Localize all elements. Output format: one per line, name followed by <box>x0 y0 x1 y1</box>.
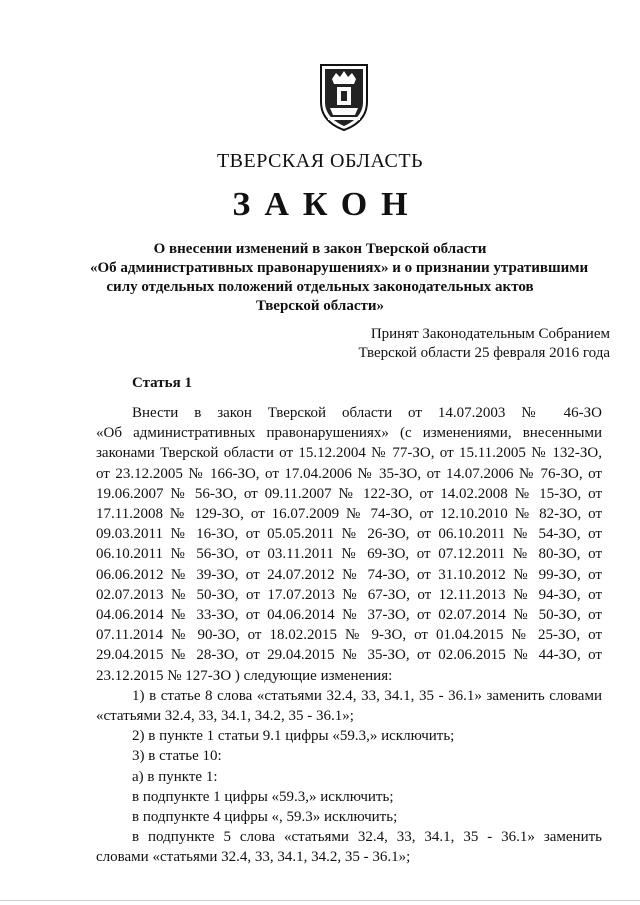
region-name: ТВЕРСКАЯ ОБЛАСТЬ <box>216 150 424 172</box>
article-line: в подпункте 1 цифры «59.3,» исключить; <box>132 788 394 805</box>
article-body <box>96 403 602 868</box>
article-line: «статьями 32.4, 33, 34.1, 34.2, 35 - 36.1»; <box>96 708 354 725</box>
article-line: 09.03.2011 № 16-ЗО, от 05.05.2011 № 26-ЗО, от 06.10.2011 № 54-ЗО, от <box>96 526 602 543</box>
subject-line: «Об административных правонарушениях» и о признании утратившими <box>90 260 589 276</box>
article-line: Внести в закон Тверской области от 14.07.2003 № 46-ЗО <box>132 405 602 421</box>
article-line: 07.11.2014 № 90-ЗО, от 18.02.2015 № 9-ЗО, от 01.04.2015 № 25-ЗО, от <box>96 627 602 644</box>
article-line: 23.12.2015 № 127-ЗО ) следующие изменения: <box>96 667 393 684</box>
article-line: 04.06.2014 № 33-ЗО, от 04.06.2014 № 37-ЗО, от 02.07.2014 № 50-ЗО, от <box>96 607 602 624</box>
article-line: законами Тверской области от 15.12.2004 № 77-ЗО, от 15.11.2005 № 132-ЗО, <box>96 445 602 462</box>
article-line: 19.06.2007 № 56-ЗО, от 09.11.2007 № 122-ЗО, от 14.02.2008 № 15-ЗО, от <box>96 485 602 502</box>
article-line: от 23.12.2005 № 166-ЗО, от 17.04.2006 № 35-ЗО, от 14.07.2006 № 76-ЗО, от <box>96 465 602 482</box>
article-line: 2) в пункте 1 статьи 9.1 цифры «59.3,» исключить; <box>132 728 455 745</box>
article-line: в подпункте 4 цифры «, 59.3» исключить; <box>132 809 398 826</box>
article-line: «Об административных правонарушениях» (с изменениями, внесенными <box>96 425 602 442</box>
article-line: 29.04.2015 № 28-ЗО, от 29.04.2015 № 35-ЗО, от 02.06.2015 № 44-ЗО, от <box>96 647 602 664</box>
subject-line: О внесении изменений в закон Тверской области <box>153 241 487 257</box>
adoption-line: Принят Законодательным Собранием <box>370 326 610 342</box>
article-line: в подпункте 5 слова «статьями 32.4, 33, 34.1, 35 - 36.1» заменить <box>132 829 602 846</box>
subject-line: Тверской области» <box>255 298 385 314</box>
subject-line: силу отдельных положений отдельных законодательных актов <box>106 279 534 295</box>
article-heading: Статья 1 <box>132 375 192 391</box>
article-line: 02.07.2013 № 50-ЗО, от 17.07.2013 № 67-ЗО, от 12.11.2013 № 94-ЗО, от <box>96 586 602 603</box>
article-line: 1) в статье 8 слова «статьями 32.4, 33, 34.1, 35 - 36.1» заменить словами <box>132 687 602 704</box>
adoption-note <box>359 325 610 363</box>
coat-of-arms-icon <box>317 62 371 132</box>
adoption-line: Тверской области 25 февраля 2016 года <box>358 345 610 361</box>
article-line: а) в пункте 1: <box>132 768 218 785</box>
law-title: ЗАКОН <box>232 186 422 223</box>
page-bottom-divider <box>0 900 640 901</box>
article-line: 06.06.2012 № 39-ЗО, от 24.07.2012 № 74-ЗО, от 31.10.2012 № 99-ЗО, от <box>96 566 602 583</box>
article-line: 3) в статье 10: <box>132 748 222 765</box>
law-subject <box>90 240 589 316</box>
article-line: 06.10.2011 № 56-ЗО, от 03.11.2011 № 69-ЗО, от 07.12.2011 № 80-ЗО, от <box>96 546 602 563</box>
article-line: 17.11.2008 № 129-ЗО, от 16.07.2009 № 74-ЗО, от 12.10.2010 № 82-ЗО, от <box>96 506 602 523</box>
article-line: словами «статьями 32.4, 33, 34.1, 34.2, 35 - 36.1»; <box>96 849 411 866</box>
